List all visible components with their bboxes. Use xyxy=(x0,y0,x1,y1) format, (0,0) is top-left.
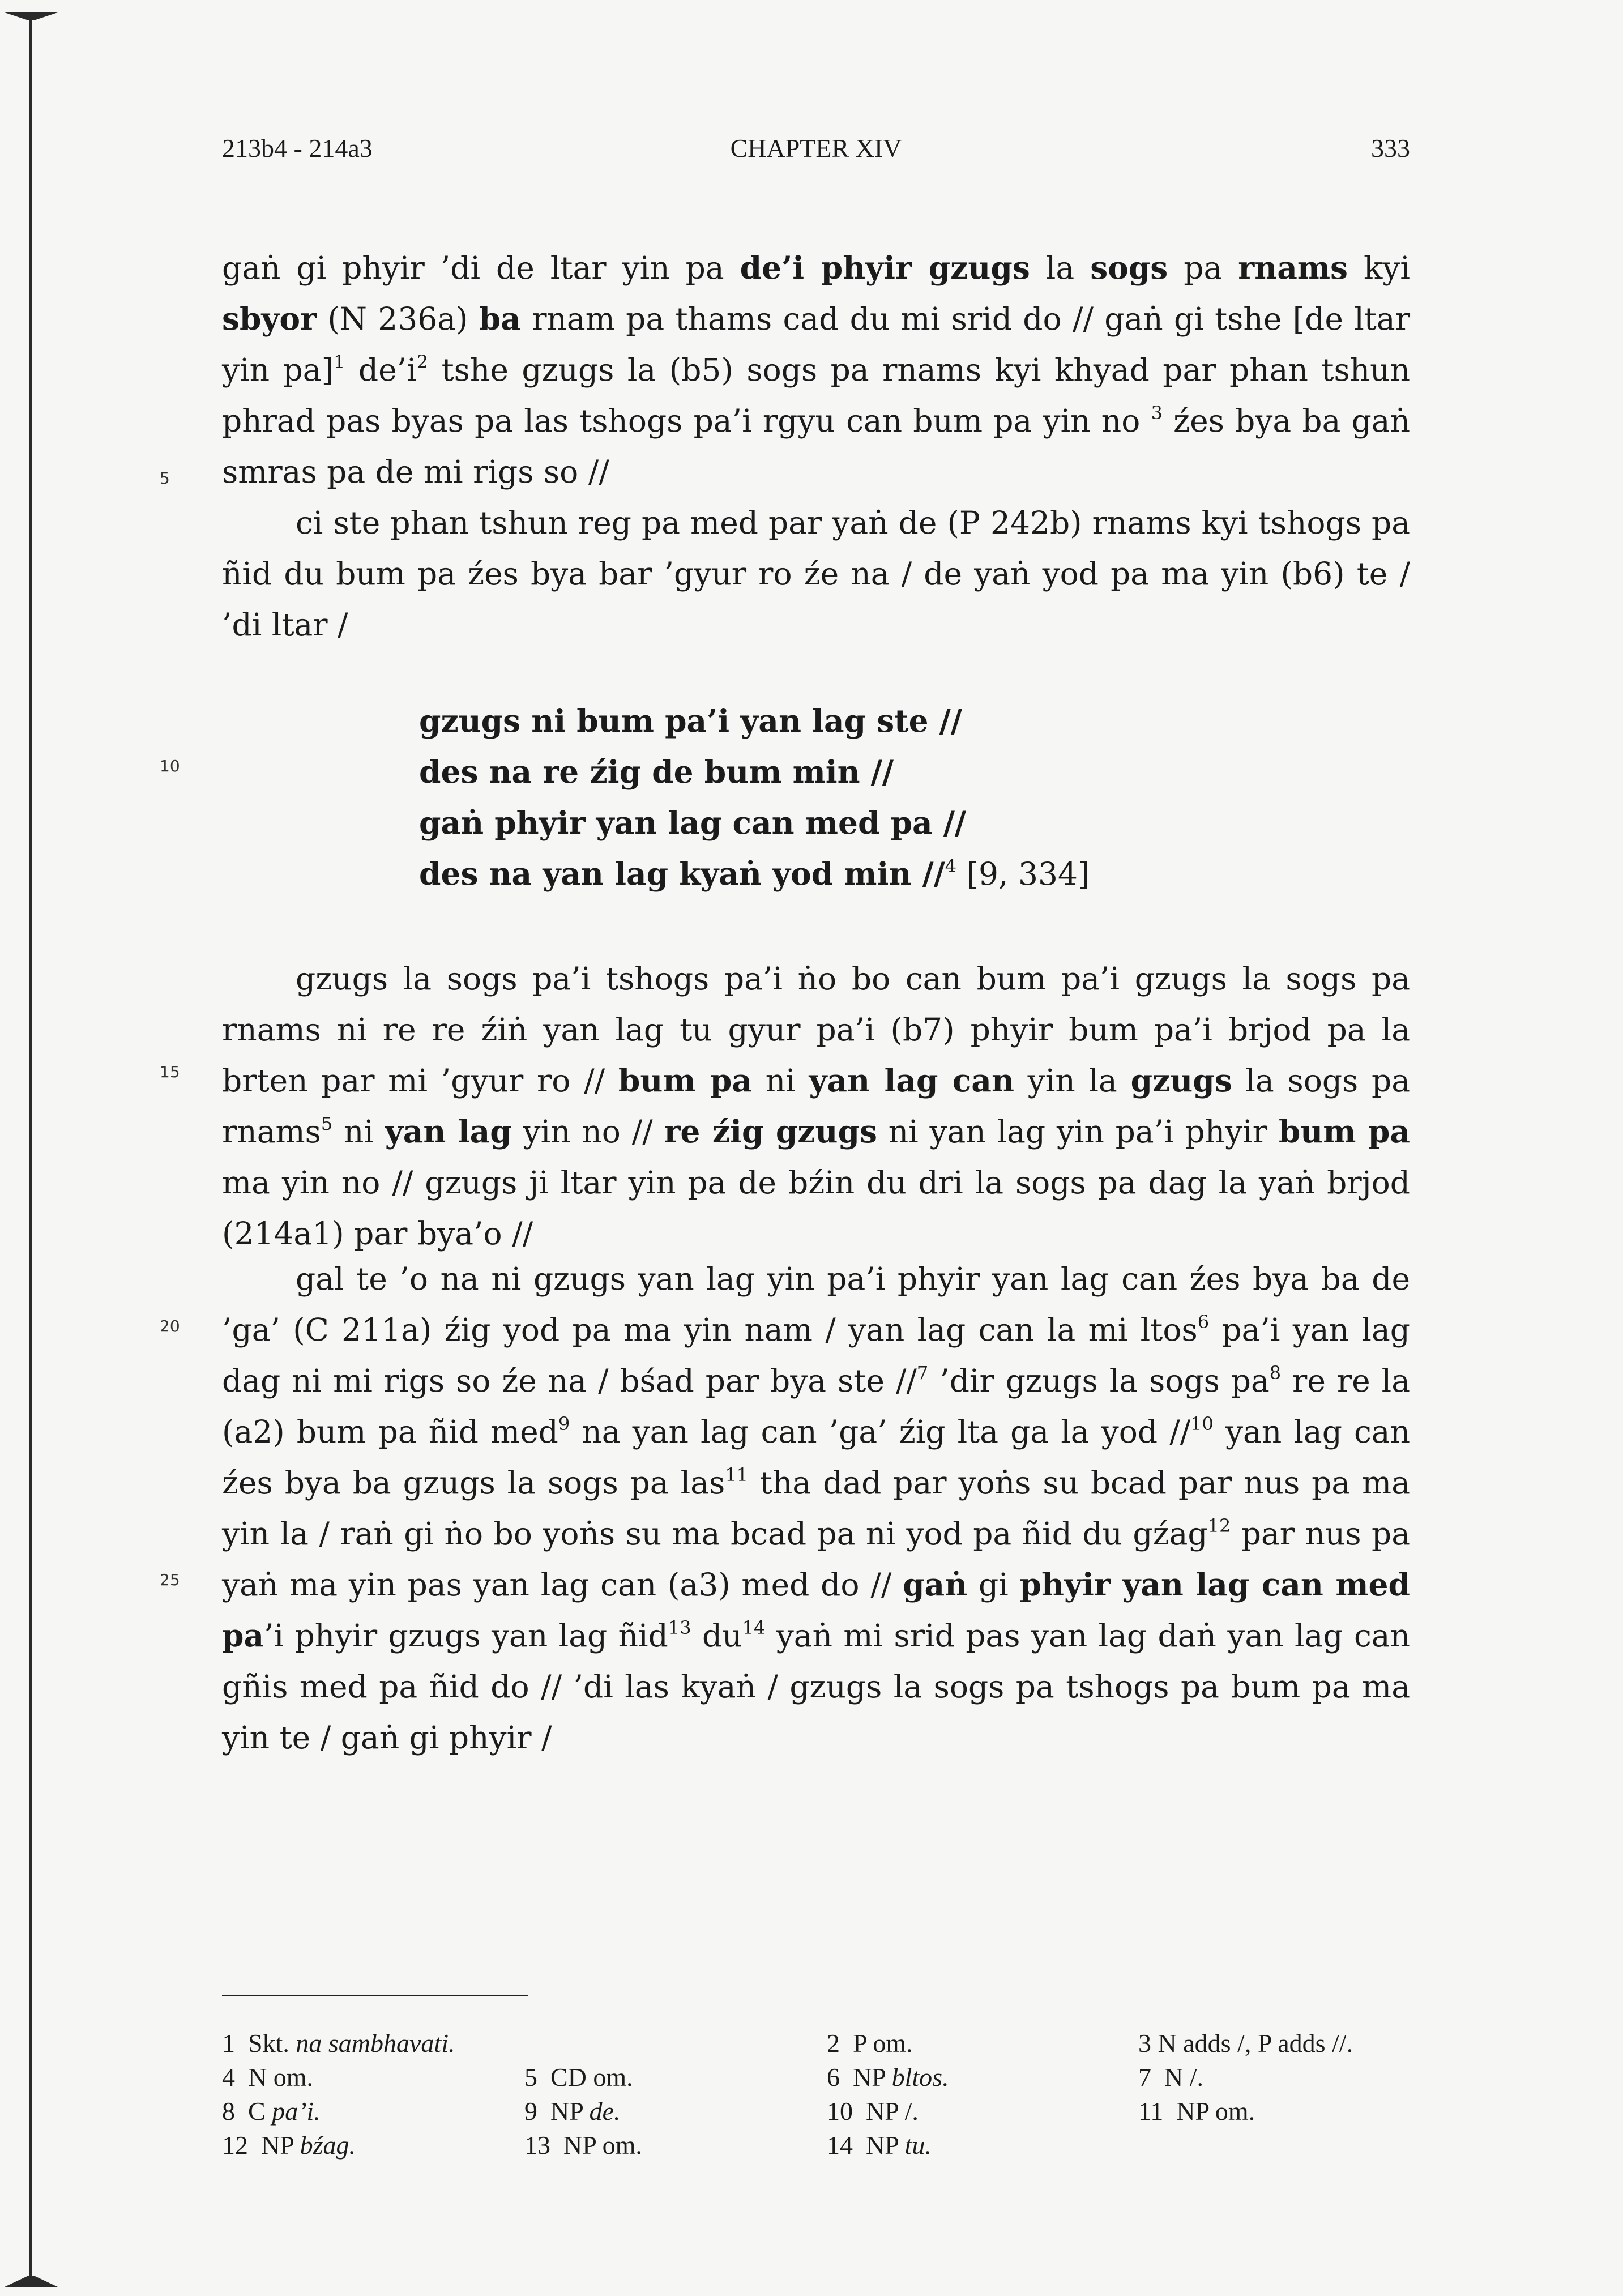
paragraph-2: ci ste phan tshun reg pa med par yaṅ de (P 242b) rnams kyi tshogs pa ñid du bum pa źes bya bar ’gyur ro źe na / de yaṅ yod pa ma yin (b6) te / ’di ltar / xyxy=(222,505,1410,643)
line-number-10: 10 xyxy=(160,757,180,775)
verse-line-1: gzugs ni bum pa’i yan lag ste // xyxy=(419,702,962,739)
line-number-25: 25 xyxy=(160,1571,180,1589)
line-number-5: 5 xyxy=(160,469,170,488)
footnote-7: 7 N /. xyxy=(1138,2063,1203,2092)
footnote-11: 11 NP om. xyxy=(1138,2097,1255,2126)
footnote-3: 3 N adds /, P adds //. xyxy=(1138,2029,1353,2058)
paragraph-1: gaṅ gi phyir ’di de ltar yin pa de’i phyir gzugs la sogs pa rnams kyi sbyor (N 236a) ba rnam pa thams cad du mi srid do // gaṅ gi tshe [de ltar yin pa]$^1$ $de’i^2$ tshe gzugs la (b5) sogs pa rnams kyi khyad par phan tshun phrad pas byas pa las tshogs pa’i rgyu can bum pa yin no $^3$ źes bya ba gaṅ smras pa de mi rigs so // xyxy=(222,249,1411,490)
page-number: 333 xyxy=(1371,134,1410,163)
footnote-2: 2 P om. xyxy=(827,2029,913,2058)
footnote-10: 10 NP /. xyxy=(827,2097,919,2126)
binding-mark-bottom xyxy=(5,2276,58,2287)
footnote-rule xyxy=(222,1995,528,1996)
footnote-4: 4 N om. xyxy=(222,2063,313,2092)
line-number-15: 15 xyxy=(160,1062,180,1081)
footnote-1: 1 Skt. na sambhavati. xyxy=(222,2029,455,2058)
verse-line-2: des na re źig de bum min // xyxy=(419,753,894,790)
footnote-13: 13 NP om. xyxy=(524,2131,642,2160)
folio-range: 213b4 - 214a3 xyxy=(222,134,373,163)
chapter-title: CHAPTER XIV xyxy=(730,134,902,163)
footnote-12: 12 NP bźag. xyxy=(222,2131,356,2160)
binding-line xyxy=(29,14,32,2285)
verse-block xyxy=(419,695,1090,899)
paragraph-3: gzugs la sogs pa’i tshogs pa’i ṅo bo can bum pa’i gzugs la sogs pa rnams ni re re źiṅ yan lag tu gyur pa’i (b7) phyir bum pa’i brjod pa la brten par mi ’gyur ro // bum pa ni yan lag can yin la gzugs la sogs pa rnams$^5$ ni yan lag yin no // re źig gzugs ni yan lag yin pa’i phyir bum pa ma yin no // gzugs ji ltar yin pa de bźin du dri la sogs pa dag la yaṅ brjod (214a1) par bya’o // xyxy=(222,961,1410,1252)
verse-line-4 xyxy=(419,848,1090,899)
footnote-ref-4: 4 xyxy=(945,855,957,877)
verse-line-4-text: des na yan lag kyaṅ yod min // xyxy=(419,855,945,892)
running-header xyxy=(222,133,1410,167)
paragraph-4: gal te ’o na ni gzugs yan lag yin pa’i phyir yan lag can źes bya ba de ’ga’ (C 211a) źig yod pa ma yin nam / yan lag can la mi ltos$^6$ pa’i yan lag dag ni mi rigs so źe na / bśad par bya ste //$^7$ ’dir gzugs la sogs $pa^8$ re re la (a2) bum pa ñid med$^9$ na yan lag can ’ga’ źig lta ga la yod //$^{10}$ yan lag can źes bya ba gzugs la sogs pa las$^{11}$ tha dad par yoṅs su bcad par nus pa ma yin la / raṅ gi ṅo bo yoṅs su ma bcad pa ni yod pa ñid du gźag$^{12}$ par nus pa yaṅ ma yin pas yan lag can (a3) med do // gaṅ gi phyir yan lag can med pa’i phyir gzugs yan lag ñid$^{13}$ $du^{14}$ yaṅ mi srid pas yan lag daṅ yan lag can gñis med pa ñid do // ’di las kyaṅ / gzugs la sogs pa tshogs pa bum pa ma yin te / gaṅ gi phyir / xyxy=(222,1261,1411,1756)
footnote-5: 5 CD om. xyxy=(524,2063,633,2092)
footnote-6: 6 NP bltos. xyxy=(827,2063,949,2092)
verse-reference: [9, 334] xyxy=(956,856,1090,892)
footnote-14: 14 NP tu. xyxy=(827,2131,932,2160)
verse-line-3: gaṅ phyir yan lag can med pa // xyxy=(419,804,966,841)
line-number-20: 20 xyxy=(160,1317,180,1335)
footnote-9: 9 NP de. xyxy=(524,2097,621,2126)
footnote-8: 8 C pa’i. xyxy=(222,2097,321,2126)
